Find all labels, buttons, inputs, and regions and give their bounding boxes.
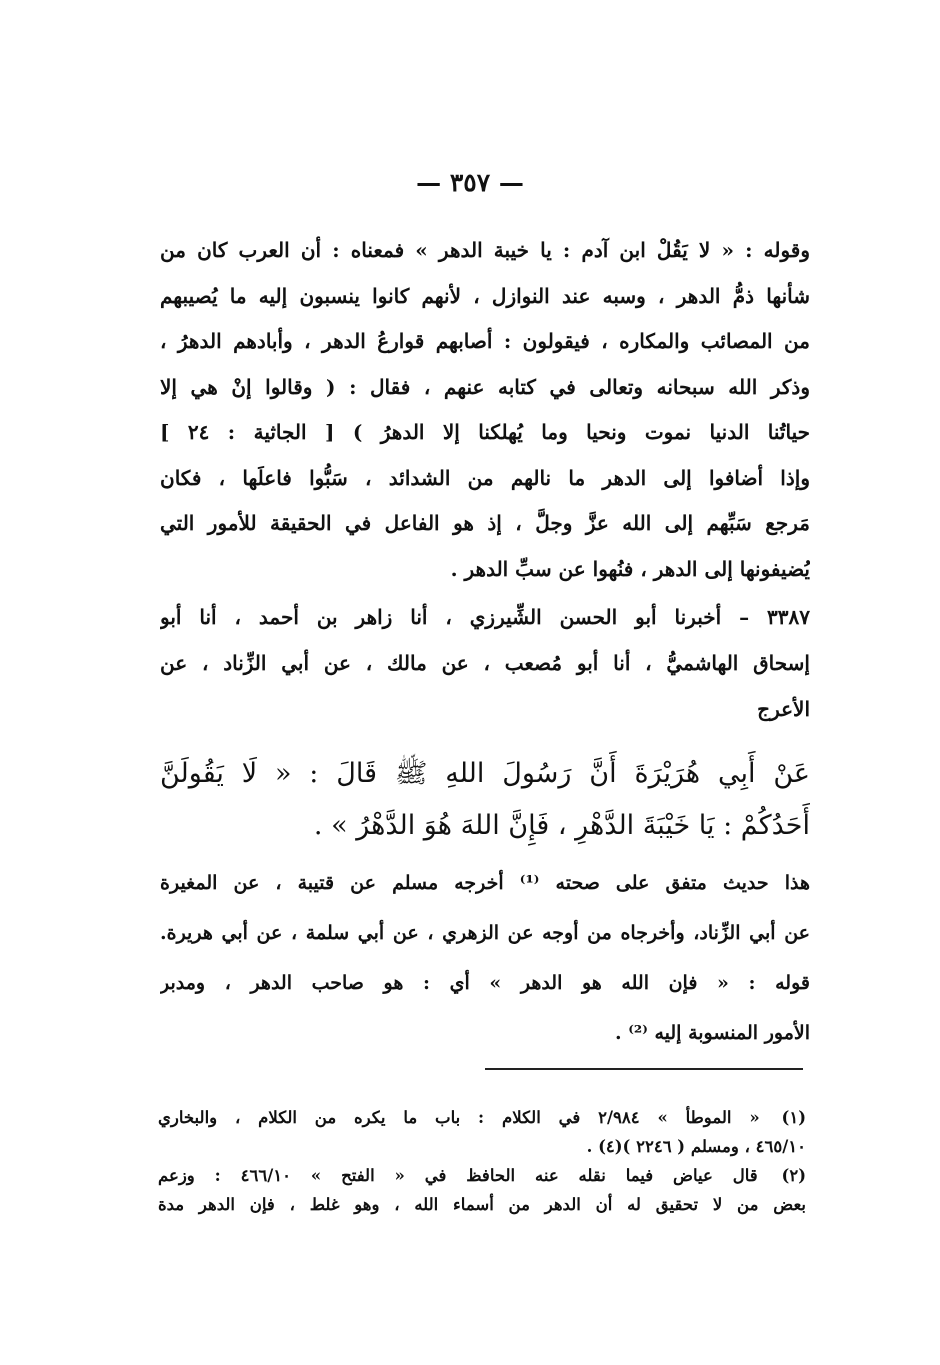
footnote-2-line [158, 1161, 806, 1190]
text-line: حياتُنا الدنيا نموت ونحيا وما يُهلكنا إلا الدهرُ ) [ الجاثية : ٢٤ ] [160, 420, 810, 444]
text-line: وذكر الله سبحانه وتعالى في كتابه عنهم ، فقال : ( وقالوا إنْ هي إلا [160, 374, 810, 399]
text-line: من المصائب والمكاره ، فيقولون : أصابهم قوارعُ الدهر ، وأبادهم الدهرُ ، [160, 329, 810, 353]
footnote-number: (١) [781, 1108, 806, 1127]
footnote-1-line [158, 1103, 806, 1132]
footnotes [158, 1103, 806, 1219]
text-line: مَرجع سَبِّهم إلى الله عزَّ وجلَّ ، إذ هو الفاعل في الحقيقة للأمور التي [160, 511, 810, 535]
footnote-text: « الموطأ » ٢/٩٨٤ في الكلام : باب ما يكره من الكلام ، والبخاري [158, 1108, 760, 1127]
text-line: إسحاق الهاشميُّ ، أنا أبو مُصعب ، عن مالك ، عن أبي الزِّناد ، عن [160, 651, 810, 675]
footnote-2-line: بعض من لا تحقيق له أن الدهر من أسماء الله ، وهو غلط ، فإن الدهر مدة [158, 1195, 806, 1214]
text-line: هذا حديث متفق على صحته ⁽¹⁾ أخرجه مسلم عن قتيبة ، عن المغيرة [160, 872, 810, 894]
text-line: أَحَدُكُمْ : يَا خَيْبَةَ الدَّهْرِ ، فَإِنَّ اللهَ هُوَ الدَّهْرُ » . [313, 810, 810, 841]
text-line: قوله : « فإن الله هو الدهر » أي : هو صاحب الدهر ، ومدبر [160, 972, 810, 994]
text-line: وقوله : « لا يَقُلْ ابن آدم : يا خيبة الدهر » فمعناه : أن العرب كان من [160, 238, 810, 262]
text-line: عن أبي الزِّناد، وأخرجاه من أوجه عن الزهري ، عن أبي سلمة ، عن أبي هريرة. [160, 922, 810, 944]
hadith-text [160, 748, 810, 852]
text-line: الأعرج [757, 697, 810, 721]
footnote-number: (٢) [781, 1166, 806, 1185]
isnad-paragraph [160, 594, 810, 732]
text-line: عَنْ أَبِي هُرَيْرَةَ أَنَّ رَسُولَ اللهِ ﷺ قَالَ : « لَا يَقُولَنَّ [160, 758, 810, 789]
text-line: شأنها ذمُّ الدهر ، وسبه عند النوازل ، لأنهم كانوا ينسبون إليه ما يُصيبهم [160, 283, 810, 308]
text-line: يُضيفونها إلى الدهر ، فنُهوا عن سبِّ الدهر . [450, 556, 810, 581]
text-line: ٣٣٨٧ – أخبرنا أبو الحسن الشِّيرزي ، أنا زاهر بن أحمد ، أنا أبو [160, 605, 810, 629]
page-number: — ٣٥٧ — [416, 168, 524, 197]
commentary-paragraph-1 [160, 228, 810, 592]
text-line: الأمور المنسوبة إليه ⁽²⁾ . [614, 1022, 810, 1044]
text-line: وإذا أضافوا إلى الدهر ما نالهم من الشدائد ، سَبُّوا فاعلَها ، فكان [160, 465, 810, 490]
footnote-separator [485, 1068, 803, 1070]
footnote-text: قال عياض فيما نقله عنه الحافظ في « الفتح » ٤٦٦/١٠ : وزعم [158, 1166, 758, 1185]
commentary-paragraph-2 [160, 858, 810, 1058]
footnote-1-line: ٤٦٥/١٠ ، ومسلم ( ٢٢٤٦ )(٤) . [586, 1137, 806, 1156]
